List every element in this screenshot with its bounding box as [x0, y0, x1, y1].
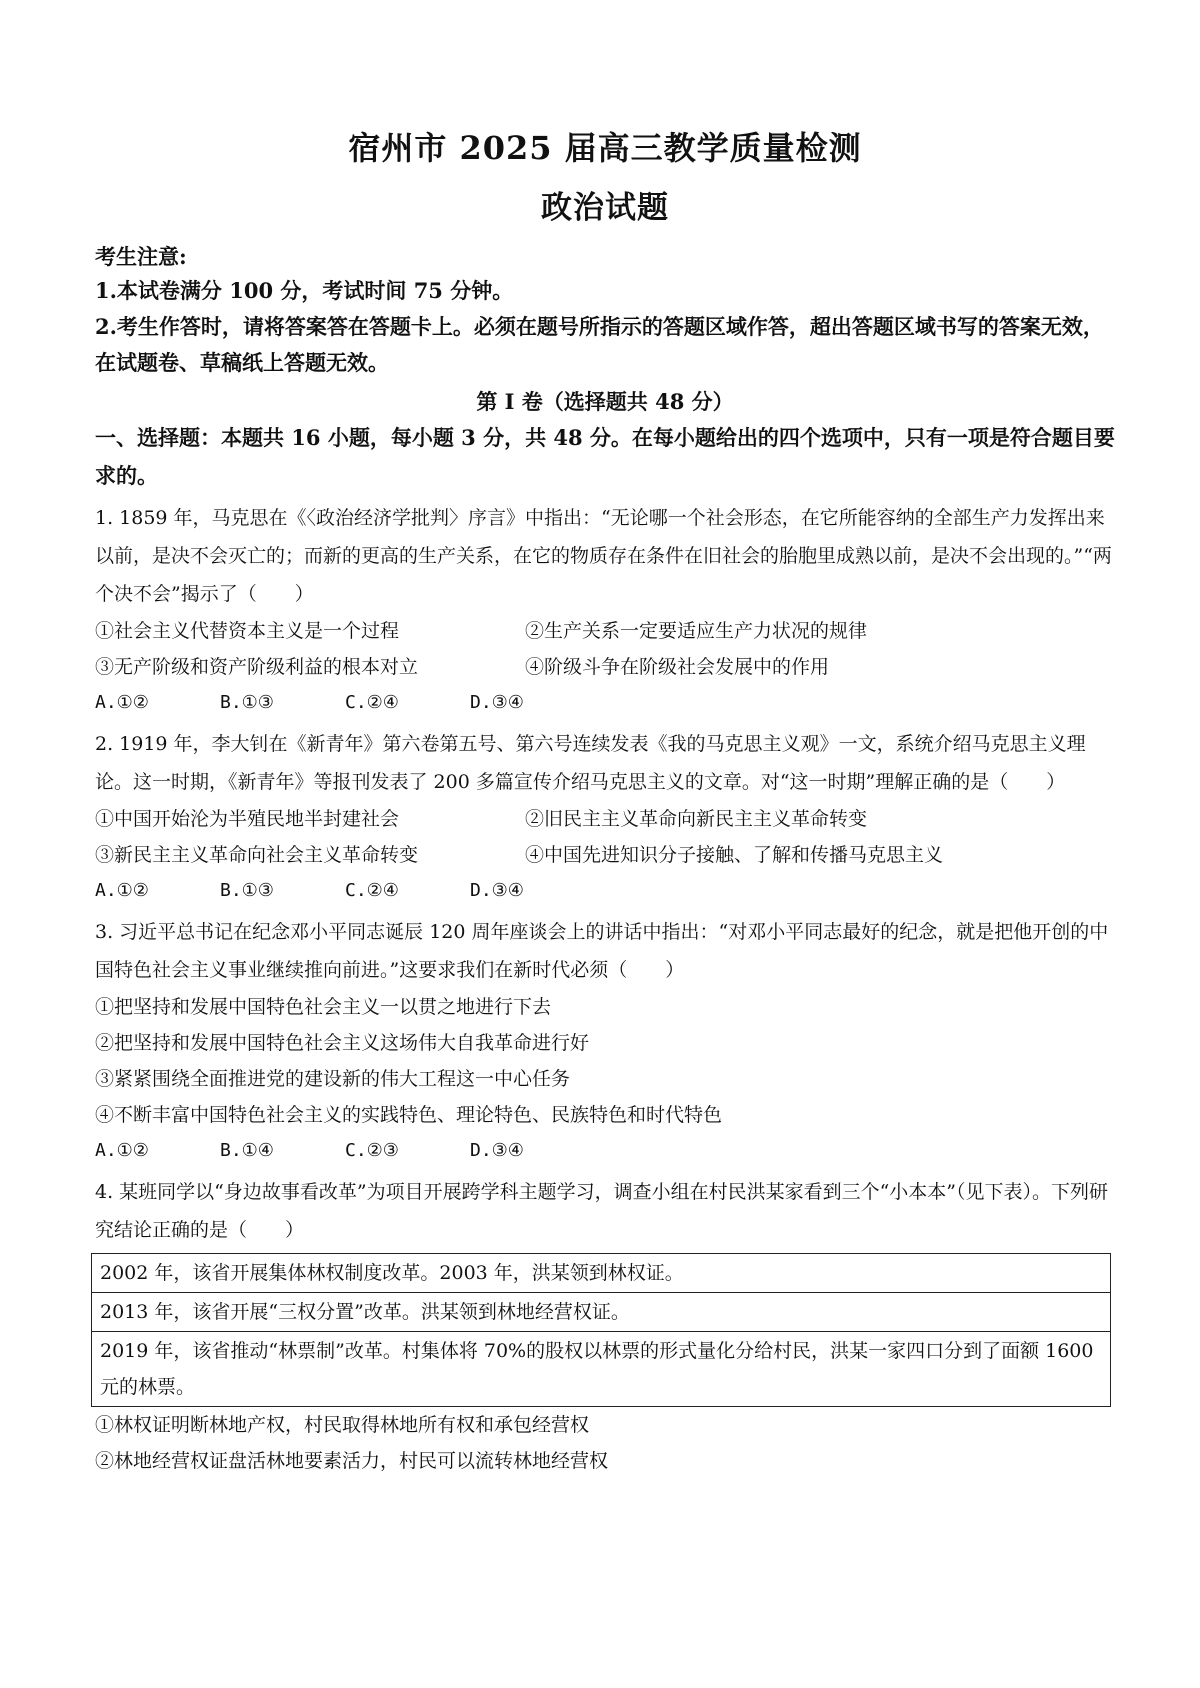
question-stem: 4. 某班同学以“身边故事看改革”为项目开展跨学科主题学习，调查小组在村民洪某家看到三个“小本本”（见下表）。下列研究结论正确的是（ ）: [95, 1181, 1109, 1241]
answer-choices: [95, 873, 1115, 909]
choice-a: A.①②: [95, 1140, 149, 1161]
choice-d: D.③④: [470, 1140, 524, 1161]
question-stem: 1. 1859 年，马克思在《〈政治经济学批判〉序言》中指出：“无论哪一个社会形态，在它所能容纳的全部生产力发挥出来以前，是决不会灭亡的；而新的更高的生产关系，在它的物质存在条件在旧社会的胎胞里成熟以前，是决不会出现的。”“两个决不会”揭示了（ ）: [95, 507, 1112, 605]
choice-b: B.①③: [220, 692, 274, 713]
option: ②旧民主主义革命向新民主主义革命转变: [525, 808, 868, 830]
table-row: 2019 年，该省推动“林票制”改革。村集体将 70%的股权以林票的形式量化分给村民，洪某一家四口分到了面额 1600 元的林票。: [100, 1340, 1094, 1398]
notice-item: 1.本试卷满分 100 分，考试时间 75 分钟。: [95, 278, 514, 303]
choice-c: C.②④: [345, 880, 399, 901]
option: ④中国先进知识分子接触、了解和传播马克思主义: [525, 844, 944, 866]
option: ①林权证明断林地产权，村民取得林地所有权和承包经营权: [95, 1414, 590, 1436]
choice-a: A.①②: [95, 692, 149, 713]
answer-choices: [95, 685, 1115, 721]
option: ②林地经营权证盘活林地要素活力，村民可以流转林地经营权: [95, 1450, 609, 1472]
notice-heading: 考生注意:: [95, 244, 187, 269]
option: ②把坚持和发展中国特色社会主义这场伟大自我革命进行好: [95, 1032, 590, 1054]
option-row: [95, 837, 1115, 873]
option-row: [95, 649, 1115, 685]
choice-a: A.①②: [95, 880, 149, 901]
choice-c: C.②④: [345, 692, 399, 713]
choice-d: D.③④: [470, 880, 524, 901]
option: ①把坚持和发展中国特色社会主义一以贯之地进行下去: [95, 996, 552, 1018]
choice-d: D.③④: [470, 692, 524, 713]
option-row: [95, 613, 1115, 649]
answer-choices: [95, 1133, 1115, 1169]
choice-b: B.①③: [220, 880, 274, 901]
option: ④阶级斗争在阶级社会发展中的作用: [525, 656, 830, 678]
option: ③无产阶级和资产阶级利益的根本对立: [95, 656, 419, 678]
choice-b: B.①④: [220, 1140, 274, 1161]
choice-c: C.②③: [345, 1140, 399, 1161]
section-heading: 第 I 卷（选择题共 48 分）: [476, 389, 734, 414]
table-row: 2013 年，该省开展“三权分置”改革。洪某领到林地经营权证。: [92, 1293, 1110, 1332]
option: ①中国开始沦为半殖民地半封建社会: [95, 808, 400, 830]
option-row: [95, 801, 1115, 837]
question-stem: 2. 1919 年，李大钊在《新青年》第六卷第五号、第六号连续发表《我的马克思主义观》一文，系统介绍马克思主义理论。这一时期，《新青年》等报刊发表了 200 多篇宣传介绍马克思主义的文章。对“这一时期”理解正确的是（ ）: [95, 733, 1086, 793]
option: ③紧紧围绕全面推进党的建设新的伟大工程这一中心任务: [95, 1068, 571, 1090]
exam-subject-title: 政治试题: [541, 190, 669, 226]
reform-table: [91, 1253, 1111, 1407]
option: ②生产关系一定要适应生产力状况的规律: [525, 620, 868, 642]
question-stem: 3. 习近平总书记在纪念邓小平同志诞辰 120 周年座谈会上的讲话中指出：“对邓小平同志最好的纪念，就是把他开创的中国特色社会主义事业继续推向前进。”这要求我们在新时代必须（ ）: [95, 921, 1109, 981]
section-intro: 一、选择题：本题共 16 小题，每小题 3 分，共 48 分。在每小题给出的四个选项中，只有一项是符合题目要求的。: [95, 425, 1115, 488]
exam-title: 宿州市 2025 届高三教学质量检测: [348, 129, 862, 167]
exam-page: [95, 128, 1115, 1479]
notice-item: 2.考生作答时，请将答案答在答题卡上。必须在题号所指示的答题区域作答，超出答题区域书写的答案无效，在试题卷、草稿纸上答题无效。: [95, 314, 1104, 375]
table-row: 2002 年，该省开展集体林权制度改革。2003 年，洪某领到林权证。: [92, 1254, 1110, 1293]
option: ③新民主主义革命向社会主义革命转变: [95, 844, 419, 866]
option: ④不断丰富中国特色社会主义的实践特色、理论特色、民族特色和时代特色: [95, 1104, 723, 1126]
option: ①社会主义代替资本主义是一个过程: [95, 620, 400, 642]
